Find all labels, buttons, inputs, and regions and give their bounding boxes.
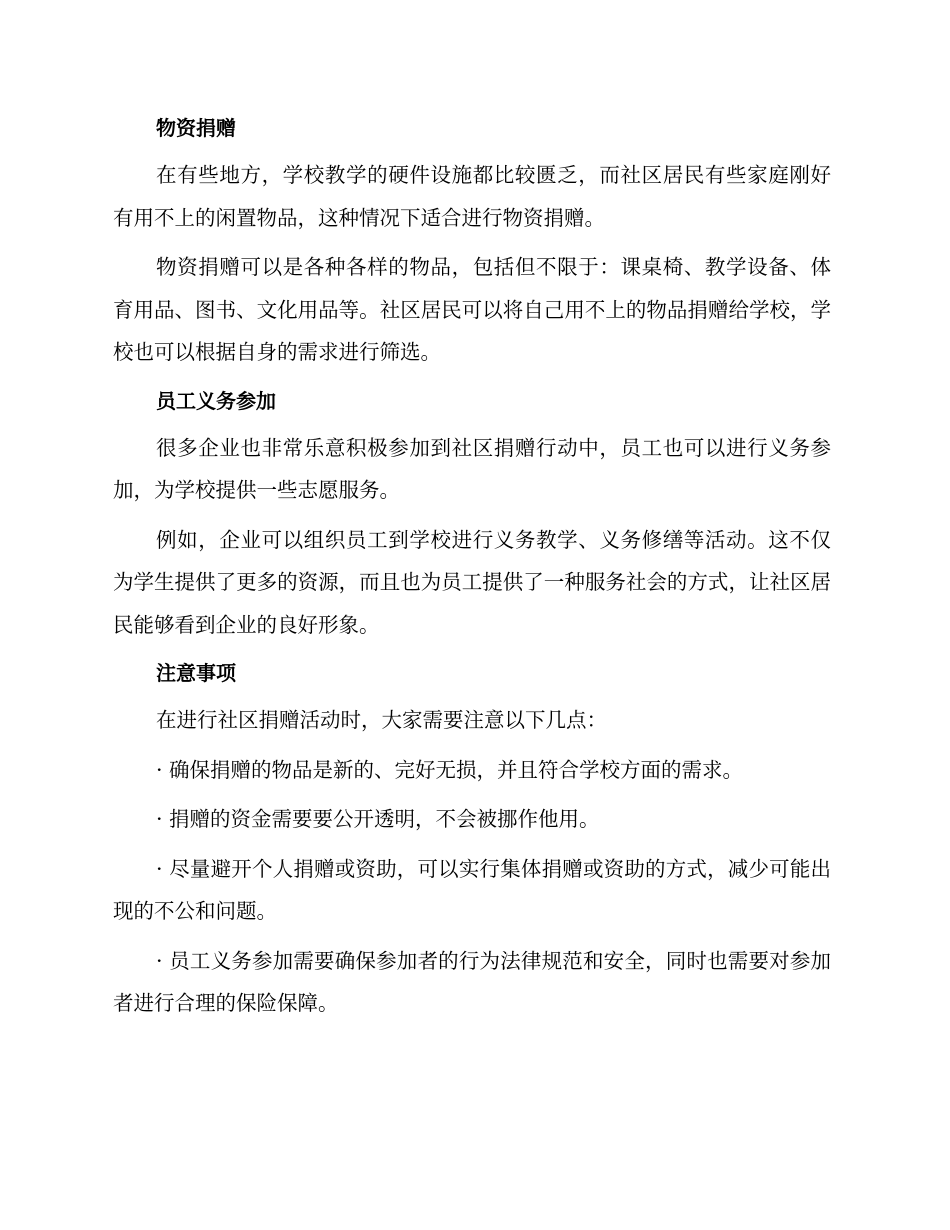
- bullet-item: · 尽量避开个人捐赠或资助，可以实行集体捐赠或资助的方式，减少可能出现的不公和问题。: [113, 856, 831, 923]
- section-heading: 注意事项: [156, 661, 236, 685]
- bullet-item: · 员工义务参加需要确保参加者的行为法律规范和安全，同时也需要对参加者进行合理的保险保障。: [113, 948, 831, 1015]
- section-material-donation: [113, 108, 831, 374]
- paragraph: 很多企业也非常乐意积极参加到社区捐赠行动中，员工也可以进行义务参加，为学校提供一些志愿服务。: [113, 435, 831, 502]
- paragraph: 在有些地方，学校教学的硬件设施都比较匮乏，而社区居民有些家庭刚好有用不上的闲置物品，这种情况下适合进行物资捐赠。: [113, 163, 831, 230]
- section-heading: 物资捐赠: [156, 116, 236, 140]
- paragraph: 物资捐赠可以是各种各样的物品，包括但不限于：课桌椅、教学设备、体育用品、图书、文化用品等。社区居民可以将自己用不上的物品捐赠给学校，学校也可以根据自身的需求进行筛选。: [113, 255, 831, 364]
- paragraph: 例如，企业可以组织员工到学校进行义务教学、义务修缮等活动。这不仅为学生提供了更多的资源，而且也为员工提供了一种服务社会的方式，让社区居民能够看到企业的良好形象。: [113, 527, 831, 637]
- section-employee-volunteering: [113, 381, 831, 647]
- section-heading: 员工义务参加: [156, 388, 276, 413]
- document-body: [113, 108, 831, 1032]
- section-notes: [113, 653, 831, 1025]
- bullet-item: · 捐赠的资金需要要公开透明，不会被挪作他用。: [156, 807, 600, 831]
- bullet-item: · 确保捐赠的物品是新的、完好无损，并且符合学校方面的需求。: [156, 757, 744, 782]
- paragraph: 在进行社区捐赠活动时，大家需要注意以下几点：: [156, 708, 607, 732]
